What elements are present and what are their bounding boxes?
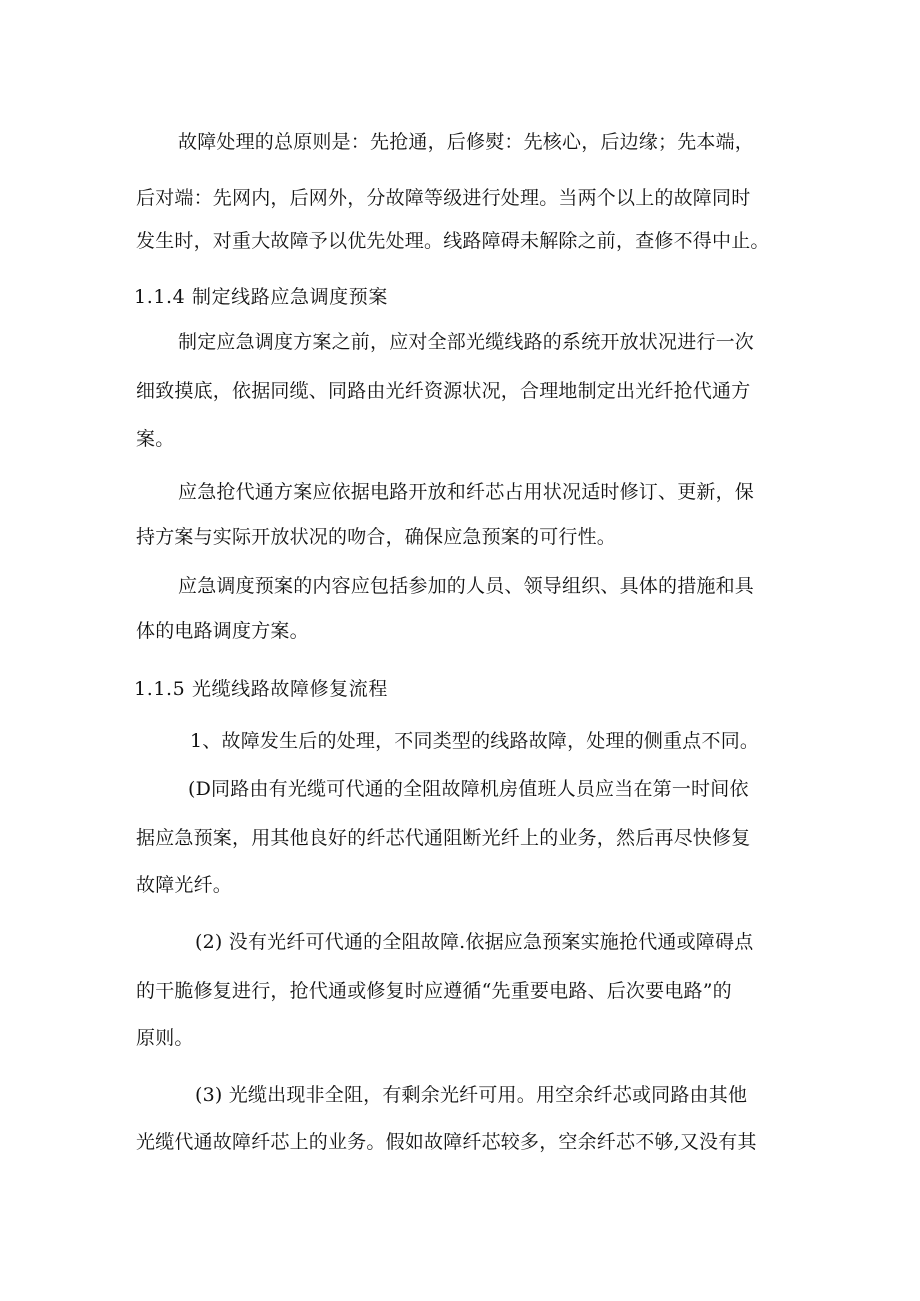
- text-line: 光缆代通故障纤芯上的业务。假如故障纤芯较多，空余纤芯不够,又没有其: [136, 1131, 757, 1153]
- text-line: 故障处理的总原则是：先抢通，后修熨：先核心，后边缘；先本端，: [178, 131, 755, 153]
- text-line: 故障光纤。: [136, 874, 233, 896]
- text-line: 应急抢代通方案应依据电路开放和纤芯占用状况适时修订、更新，保: [178, 481, 755, 503]
- text-line: (D同路由有光缆可代通的全阻故障机房值班人员应当在第一时间依: [188, 778, 749, 800]
- text-line: 原则。: [136, 1027, 194, 1049]
- section-heading-1-1-4: 1.1.4 制定线路应急调度预案: [134, 286, 388, 308]
- text-line: 持方案与实际开放状况的吻合，确保应急预案的可行性。: [136, 526, 617, 548]
- text-line: 应急调度预案的内容应包括参加的人员、领导组织、具体的措施和具: [178, 575, 755, 597]
- text-line: 据应急预案，用其他良好的纤芯代通阻断光纤上的业务，然后再尽快修复: [136, 827, 751, 849]
- text-line: 的干脆修复进行，抢代通或修复时应遵循“先重要电路、后次要电路”的: [136, 980, 732, 1002]
- section-heading-1-1-5: 1.1.5 光缆线路故障修复流程: [134, 678, 388, 700]
- text-line: 后对端：先网内，后网外，分故障等级进行处理。当两个以上的故障同时: [136, 187, 751, 209]
- text-line: 制定应急调度方案之前，应对全部光缆线路的系统开放状况进行一次: [178, 331, 755, 353]
- text-line: (2) 没有光纤可代通的全阻故障.依据应急预案实施抢代通或障碍点: [195, 931, 754, 953]
- text-line: 案。: [136, 428, 175, 450]
- text-line: 发生时，对重大故障予以优先处理。线路障碍未解除之前，查修不得中止。: [136, 230, 770, 252]
- text-line: 体的电路调度方案。: [136, 620, 309, 642]
- text-line: 1、故障发生后的处理，不同类型的线路故障，处理的侧重点不同。: [190, 730, 760, 752]
- text-line: (3) 光缆出现非全阻，有剩余光纤可用。用空余纤芯或同路由其他: [195, 1084, 748, 1106]
- text-line: 细致摸底，依据同缆、同路由光纤资源状况，合理地制定出光纤抢代通方: [136, 380, 751, 402]
